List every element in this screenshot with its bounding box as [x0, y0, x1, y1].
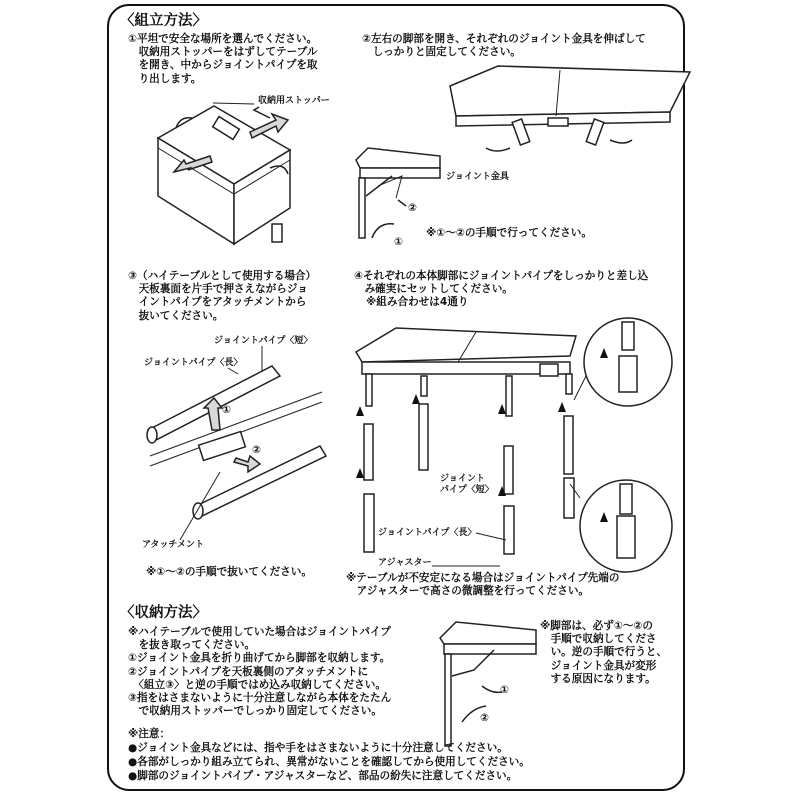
caution-title: ※注意： — [128, 728, 171, 740]
step3-marker-1: ① — [222, 404, 231, 416]
closed-case-illustration — [158, 103, 290, 244]
caution-item-3: ●脚部のジョイントパイプ・アジャスターなど、部品の紛失に注意してください。 — [128, 770, 518, 782]
storage-illustration — [440, 622, 536, 746]
attachment-label: アタッチメント — [142, 540, 205, 550]
step4-note: ※テーブルが不安定になる場合はジョイントパイプ先端の アジャスターで高さの微調整を行ってください。 — [346, 572, 620, 598]
caution-item-2: ●各部がしっかり組み立てられ、異常がないことを確認してから使用してください。 — [128, 756, 530, 768]
step2-note: ※①～②の手順で行ってください。 — [426, 227, 592, 239]
assembly-title: 〈組立方法〉 — [120, 13, 207, 29]
storage-stopper-label: 収納用ストッパー — [258, 96, 330, 106]
step1-text: ①平坦で安全な場所を選んでください。 収納用ストッパーをはずしてテーブル を開き、中からジョイントパイプを取 り出します。 — [128, 33, 318, 85]
storage-marker-1: ① — [500, 684, 509, 696]
pipes-illustration — [147, 346, 326, 540]
step3-note: ※①～②の手順で抜いてください。 — [146, 566, 312, 578]
storage-marker-2: ② — [480, 712, 489, 724]
step4-pipe-short-label: ジョイント パイプ〈短〉 — [440, 474, 494, 496]
step4-sub: ※組み合わせは4通り — [366, 296, 469, 308]
joint-fitting-label: ジョイント金具 — [446, 172, 509, 182]
caution-item-1: ●ジョイント金具などには、指や手をはさまないように十分注意してください。 — [128, 742, 508, 754]
step3-text: ③（ハイテーブルとして使用する場合） 天板裏面を片手で押さえながらジョ イントパイプをアタッチメントから 抜いてください。 — [128, 270, 317, 322]
step4-text: ④それぞれの本体脚部にジョイントパイプをしっかりと差し込 み確実にセットしてください。 — [354, 270, 649, 296]
storage-title: 〈収納方法〉 — [120, 605, 207, 621]
storage-text: ※ハイテーブルで使用していた場合はジョイントパイプ を抜き取ってください。 ①ジョイント金具を折り曲げてから脚部を収納します。 ②ジョイントパイプを天板裏側のアタッチメントに 〈組立③〉と逆の手順ではめ込み収納してください。 ③指をはさまないように十分注意しながら本体をたたん で収納用ストッパーでしっかり固定してください。 — [128, 626, 392, 718]
legs — [364, 374, 574, 554]
adjuster-label: アジャスター — [378, 558, 432, 568]
step3-marker-2: ② — [252, 444, 261, 456]
step4-pipe-long-label: ジョイントパイプ〈長〉 — [378, 528, 477, 538]
storage-side-note: ※脚部は、必ず①～②の 手順で収納してくださ い。逆の手順で行うと、 ジョイント金具が変形 する原因になります。 — [540, 620, 668, 685]
step2-text: ②左右の脚部を開き、それぞれのジョイント金具を伸ばして しっかりと固定してください。 — [362, 33, 646, 59]
step2-marker-1: ① — [394, 236, 403, 248]
pipe-long-label: ジョイントパイプ〈長〉 — [144, 358, 243, 368]
step2-marker-2: ② — [408, 202, 417, 214]
open-table-illustration — [356, 66, 690, 238]
pipe-short-label: ジョイントパイプ〈短〉 — [214, 336, 313, 346]
